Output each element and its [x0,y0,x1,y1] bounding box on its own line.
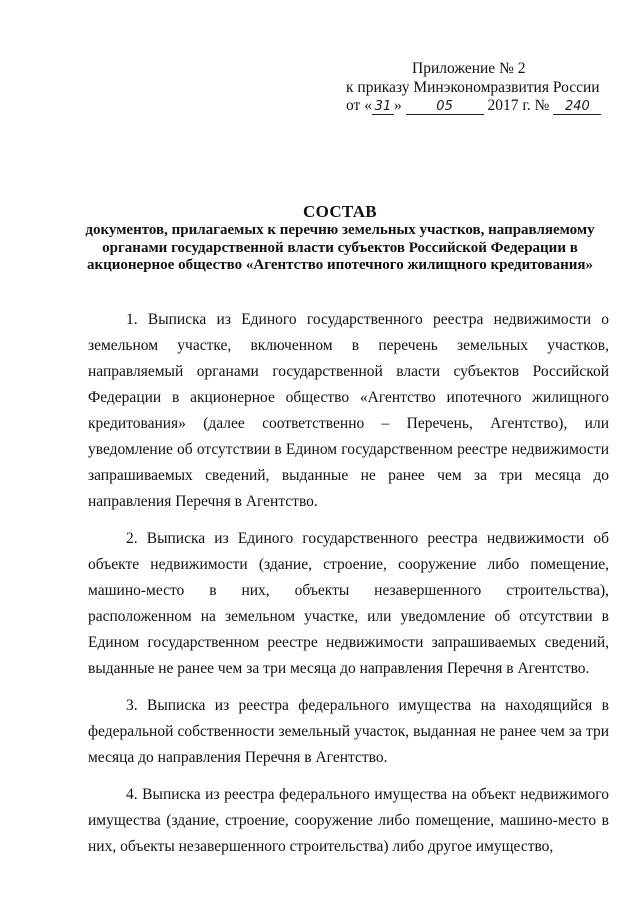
title-subtitle: документов, прилагаемых к перечню земельных участков, направляемому органами государственной власти субъектов Российской Федерации в акционерное общество «Агентство ипотечного жилищного кредитования» [85,222,595,273]
appendix-number: Приложение № 2 [412,60,526,77]
paragraph-1: 1. Выписка из Единого государственного реестра недвижимости о земельном участке, включенном в перечень земельных участков, направляемый органами государственной власти субъектов Российской Федерации в акционерное общество «Агентство ипотечного жилищного кредитования» (далее соответственно – Перечень, Агентство), или уведомление об отсутствии в Едином государственном реестре недвижимости запрашиваемых сведений, выданные не ранее чем за три месяца до направления Перечня в Агентство. [88,311,609,510]
document-title [60,202,620,275]
document-body [88,307,609,860]
order-reference: к приказу Минэкономразвития России [346,78,600,96]
title-main: СОСТАВ [303,202,377,221]
handwritten-order-number: 240 [553,100,601,115]
order-date-line [344,97,604,116]
date-mid: » [393,97,402,114]
year-text: 2017 г. № [487,97,550,114]
paragraph-4: 4. Выписка из реестра федерального имущества на объект недвижимого имущества (здание, строение, сооружение либо помещение, машино-место в них, объекты незавершенного строительства) либо другое имущество, [88,786,609,855]
date-prefix: от « [346,97,372,114]
paragraph-2: 2. Выписка из Единого государственного реестра недвижимости об объекте недвижимости (здание, строение, сооружение либо помещение, машино-место в них, объекты незавершенного строительства), расположенном на земельном участке, или уведомление об отсутствии в Едином государственном реестре недвижимости запрашиваемых сведений, выданные не ранее чем за три месяца до направления Перечня в Агентство. [88,530,609,677]
appendix-reference [344,60,604,116]
handwritten-day: 31 [372,100,394,115]
paragraph-3: 3. Выписка из реестра федерального имущества на находящийся в федеральной собственности земельный участок, выданная не ранее чем за три месяца до направления Перечня в Агентство. [88,697,609,766]
handwritten-month: 05 [406,100,484,115]
